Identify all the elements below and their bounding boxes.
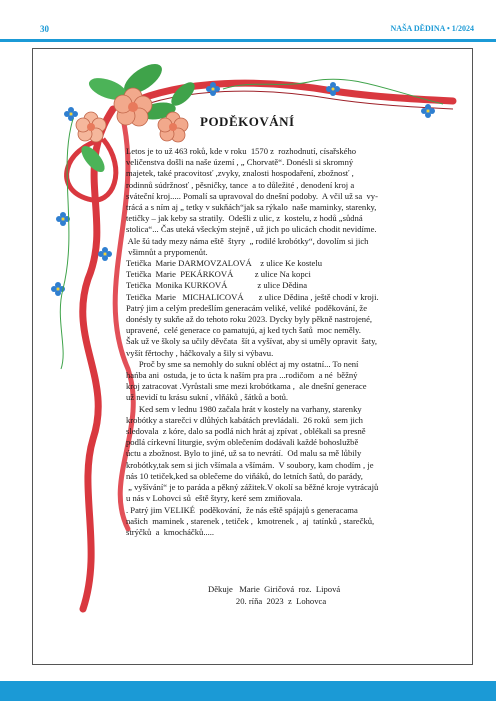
text-line: všimnůt a prypomenůt. <box>126 246 208 257</box>
text-line: našich maminek , starenek , tetiček , kmotrenek , aj tatínků , starečků, <box>126 515 375 526</box>
footer-bar <box>0 681 496 701</box>
text-line: kroj zatracovat .Vyrůstali sme mezi krobótkama , ale dnešní generace <box>126 381 367 392</box>
text-line: rodinnů súdržnosť , pěsničky, tance a to důležité , denodení kroj a <box>126 179 355 190</box>
text-line: úctu a zbožnost. Bylo to jiné, už sa to nevrátí. Od malu sa mě lůbily <box>126 448 362 459</box>
text-line: Šak už ve školy sa učily děvčata šít a vyšívat, aby si uměly opravit šaty, <box>126 336 377 347</box>
text-line: Tetička Marie PEKÁRKOVÁ z ulice Na kopci <box>126 269 311 280</box>
text-line: u nás v Lohovci sů eště štyry, keré sem zmiňovala. <box>126 493 303 504</box>
text-line: už nevidí tu krásu sukní , vlňáků , šátků a botů. <box>126 392 289 403</box>
text-line: Ale šú tady mezy náma eště štyry „ rodilé krobótky“, dovolím si jich <box>126 235 369 246</box>
header-rule <box>0 39 496 42</box>
text-line: krobótky a starečci v dlůhých kabátách prevládali. 26 roků sem jich <box>126 414 363 425</box>
text-line: vyšít fěrtochy , háčkovaly a šily si výbavu. <box>126 347 274 358</box>
text-line: upravené, celé generace co pamatujú, aj ked tych šatů moc neměly. <box>126 325 361 336</box>
text-line: veličenstva došli na naše území , „ Chorvatě“. Donésli si skromný <box>126 157 354 168</box>
text-line: Patrý jim a celým predešlím generacám veliké, veliké poděkování, že <box>126 302 368 313</box>
text-line: Tetička Marie MICHALICOVÁ z ulice Dědina , ještě chodí v kroji. <box>126 291 379 302</box>
text-line: majetek, také pracovitosť ,zvyky, znalosti hospodaření, zbožnosť , <box>126 168 354 179</box>
article-body <box>126 146 446 538</box>
text-line: Tetička Marie DARMOVZALOVÁ z ulice Ke kostelu <box>126 258 323 269</box>
page-header <box>0 0 496 46</box>
text-line: „ vyšívání“ je to paráda a pěkný zážitek.V okolí sa běžné kroje vytrácajů <box>126 482 379 493</box>
text-line: krobótky,tak sem si jich všímala a všímám. V soubory, kam chodím , je <box>126 459 374 470</box>
signature <box>208 584 340 607</box>
text-line: Ked sem v lednu 1980 začala hrát v kostely na varhany, starenky <box>126 403 362 414</box>
text-line: donésly ty sukňe až do tehoto roku 2023. Dycky byly pěkně nastrojené, <box>126 314 373 325</box>
text-line: nás 10 tetiček,ked sa oblečeme do viňáků, do letních šatů, do parády, <box>126 470 363 481</box>
ribbon-left <box>83 109 113 609</box>
text-line: podlá církevní liturgie, svým oblečením dodávali každé bohoslužbě <box>126 437 359 448</box>
flower-blue-4 <box>64 107 78 121</box>
magazine-title: NAŠA DĚDINA • 1/2024 <box>390 24 474 33</box>
text-line: Proč by sme sa nemohly do sukní obléct aj my ostatní... To není <box>126 358 359 369</box>
article-title: PODĚKOVÁNÍ <box>200 114 295 129</box>
text-line: 20. ríňa 2023 z Lohovca <box>208 595 327 606</box>
text-line: trácá a s ním aj „ tetky v sukňách“jak sa rýkalo naše maminky, starenky, <box>126 202 377 213</box>
flower-blue-5 <box>56 212 70 226</box>
text-line: tetičky – jak keby sa stratily. Odešli z ulic, z kostelu, z hodů „sůdná <box>126 213 363 224</box>
text-line: stolica“... Čas uteká všeckým stejně , už jich po ulicách chodit nevidíme. <box>126 224 377 235</box>
flower-pink-2 <box>76 112 106 142</box>
text-line: strýčků a kmocháčků..... <box>126 526 215 537</box>
text-line: . Patrý jim VELIKÉ poděkování, že nás eště spájajů s generacama <box>126 504 358 515</box>
flower-blue-6 <box>98 247 112 261</box>
flower-blue-3 <box>421 104 435 118</box>
text-line: sledovala z kóre, dalo sa podlá nich hrát aj zpívat , oblékali sa presně <box>126 426 366 437</box>
text-line: hańba ani ostuda, je to úcta k naším pra pra ...rodičom a né běžný <box>126 370 358 381</box>
text-line: Tetička Monika KURKOVÁ z ulice Dědina <box>126 280 308 291</box>
page-number: 30 <box>40 24 49 34</box>
text-line: Letos je to už 463 roků, kde v roku 1570 z rozhodnutí, císařského <box>126 146 357 156</box>
text-line: Děkuje Marie Giričová roz. Lipová <box>208 584 341 594</box>
text-line: sváteční kroj..... Pomalí sa upravoval do dnešní podoby. A včil už sa vy- <box>126 190 378 201</box>
